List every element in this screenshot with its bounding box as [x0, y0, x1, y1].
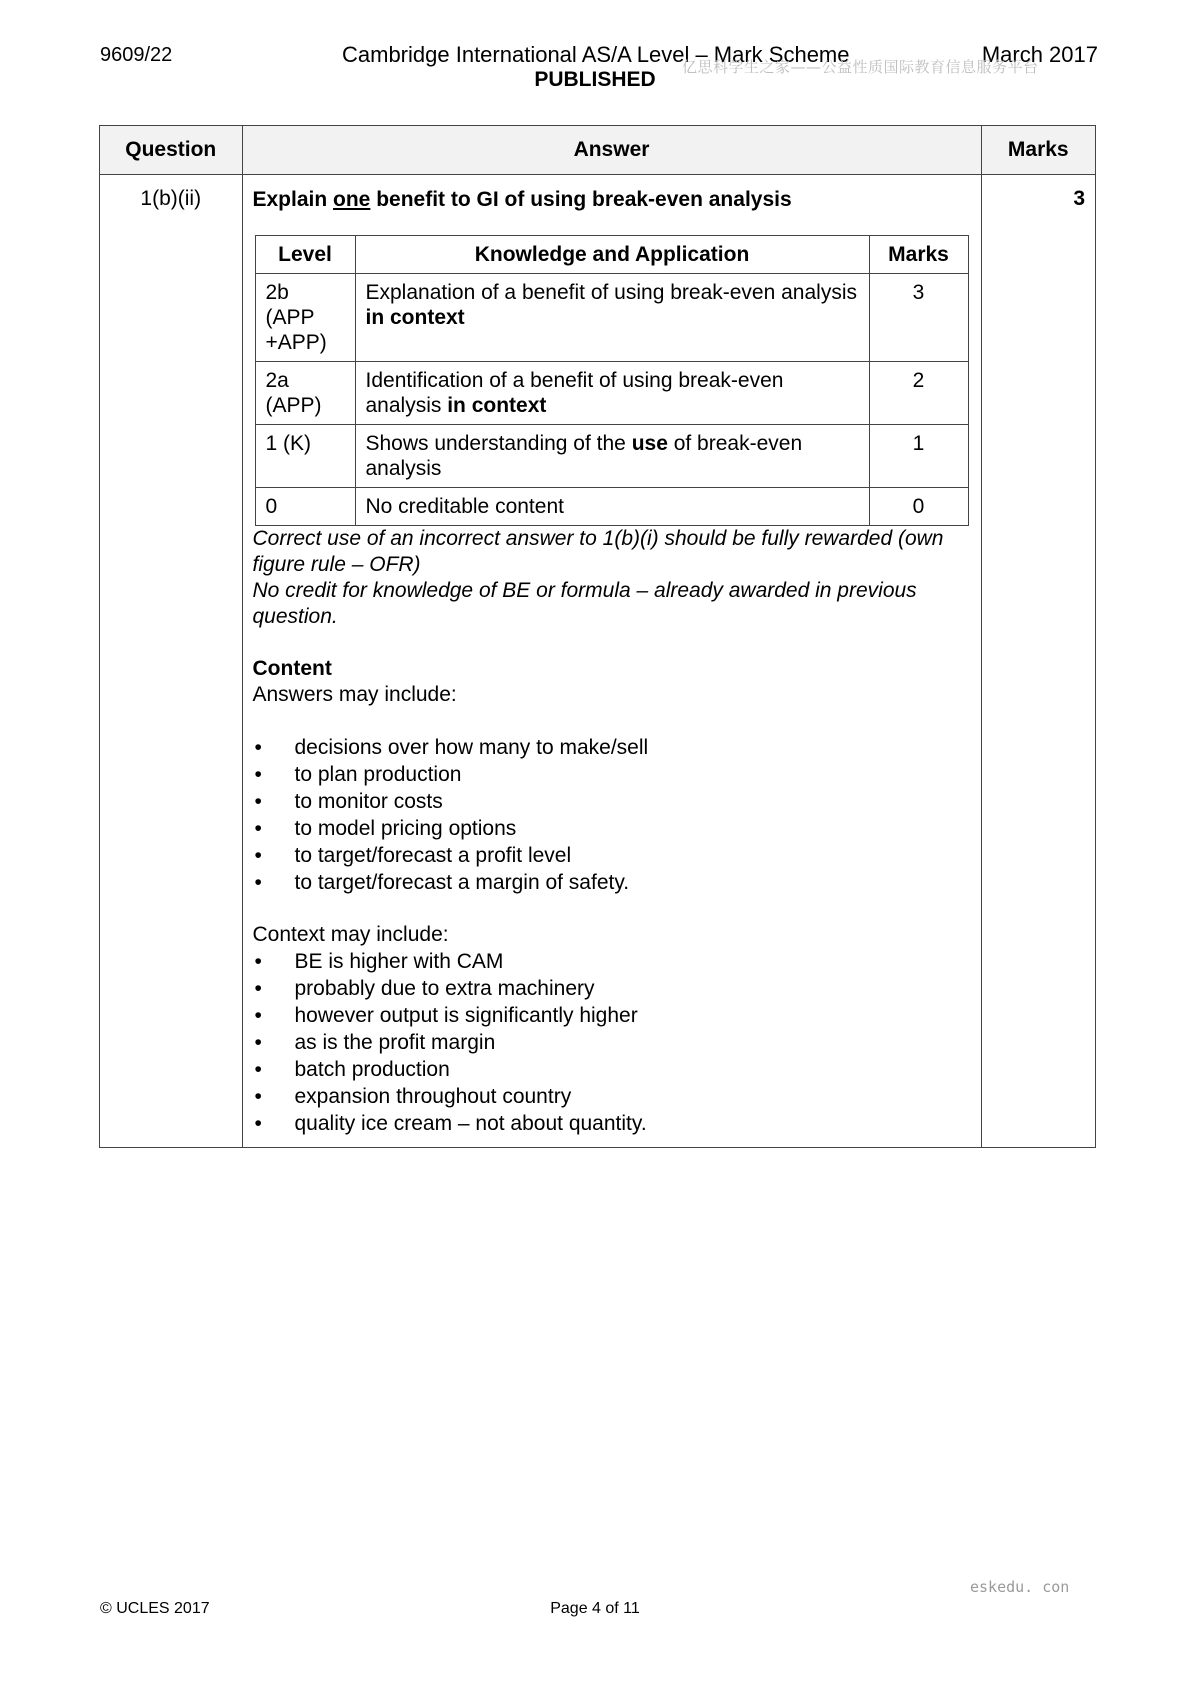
level-code	[255, 362, 355, 425]
table-row	[100, 175, 1096, 1148]
copyright: © UCLES 2017	[100, 1600, 210, 1617]
content-heading: Content	[252, 657, 332, 680]
header-marks: Marks	[981, 126, 1096, 175]
level-code-line: 2a	[265, 369, 289, 392]
level-code	[255, 425, 355, 488]
desc-bold: use	[631, 432, 668, 455]
level-description	[355, 274, 869, 362]
level-code-line: (APP)	[265, 394, 322, 417]
answers-intro: Answers may include:	[252, 683, 457, 706]
title-post: benefit to GI of using break-even analysis	[370, 188, 792, 211]
site-watermark: eskedu. con	[970, 1578, 1070, 1596]
level-description	[355, 425, 869, 488]
levels-header-marks: Marks	[869, 236, 968, 274]
question-marks: 3	[981, 175, 1096, 1148]
title-pre: Explain	[252, 188, 334, 211]
header-question: Question	[100, 126, 243, 175]
levels-row	[255, 362, 968, 425]
published-label: PUBLISHED	[534, 68, 656, 91]
list-item: • quality ice cream – not about quantity.	[253, 1110, 969, 1137]
desc-bold: in context	[447, 394, 547, 417]
exam-date: March 2017	[981, 42, 1098, 67]
level-marks: 1	[869, 425, 968, 488]
list-item: • expansion throughout country	[253, 1083, 969, 1110]
level-code-line: (APP	[265, 306, 315, 329]
desc-text-post: of break-even analysis	[365, 432, 803, 480]
header-answer: Answer	[242, 126, 981, 175]
list-item: • to plan production	[253, 761, 969, 788]
list-item: • decisions over how many to make/sell	[253, 734, 969, 761]
levels-header-level: Level	[255, 236, 355, 274]
answer-cell	[242, 175, 981, 1148]
context-list	[253, 948, 969, 1137]
levels-header-knowledge: Knowledge and Application	[355, 236, 869, 274]
level-code-line: 0	[265, 495, 278, 518]
list-item: • to model pricing options	[253, 815, 969, 842]
paper-code: 9609/22	[100, 44, 173, 66]
context-intro: Context may include:	[252, 923, 449, 946]
list-item: • batch production	[253, 1056, 969, 1083]
level-code-line: +APP)	[265, 331, 327, 354]
level-marks: 2	[869, 362, 968, 425]
mark-scheme-table	[99, 125, 1096, 1148]
watermark-text: 亿思科学生之家——公益性质国际教育信息服务平台	[682, 58, 1039, 76]
levels-table	[255, 235, 969, 526]
list-item: • BE is higher with CAM	[253, 948, 969, 975]
level-code	[255, 274, 355, 362]
desc-bold: in context	[365, 306, 465, 329]
question-title	[253, 187, 969, 213]
level-code	[255, 488, 355, 526]
level-marks: 0	[869, 488, 968, 526]
answers-list	[253, 734, 969, 896]
level-code-line: 2b	[265, 281, 289, 304]
question-number: 1(b)(ii)	[100, 175, 243, 1148]
levels-row	[255, 274, 968, 362]
level-description	[355, 488, 869, 526]
list-item: • to target/forecast a profit level	[253, 842, 969, 869]
desc-text: Identification of a benefit of using break-even analysis	[365, 369, 784, 417]
title-underlined: one	[333, 188, 371, 211]
level-description	[355, 362, 869, 425]
list-item: • as is the profit margin	[253, 1029, 969, 1056]
list-item: • however output is significantly higher	[253, 1002, 969, 1029]
note-ofr: Correct use of an incorrect answer to 1(b)(i) should be fully rewarded (own figure rule – OFR)	[252, 527, 944, 576]
level-code-line: 1 (K)	[265, 432, 312, 455]
desc-text: No creditable content	[365, 495, 564, 518]
desc-text: Shows understanding of the	[365, 432, 632, 455]
desc-text: Explanation of a benefit of using break-even analysis	[365, 281, 857, 304]
page-number: Page 4 of 11	[550, 1600, 640, 1617]
note-no-credit: No credit for knowledge of BE or formula – already awarded in previous question.	[252, 579, 917, 628]
list-item: • probably due to extra machinery	[253, 975, 969, 1002]
level-marks: 3	[869, 274, 968, 362]
levels-row	[255, 425, 968, 488]
list-item: • to monitor costs	[253, 788, 969, 815]
levels-row	[255, 488, 968, 526]
list-item: • to target/forecast a margin of safety.	[253, 869, 969, 896]
document-title: Cambridge International AS/A Level – Mark Scheme	[342, 42, 850, 67]
